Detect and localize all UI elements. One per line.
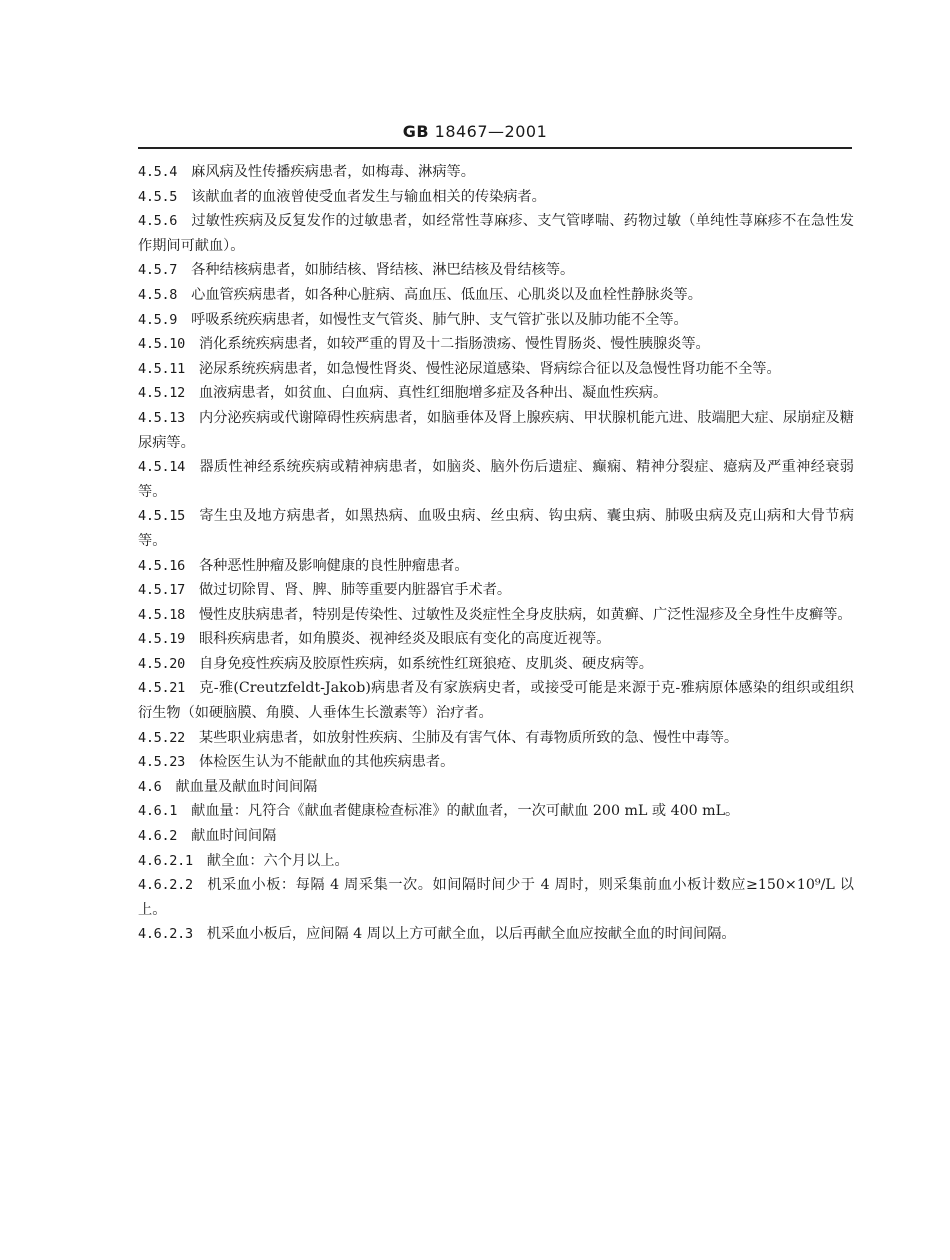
clause-text: 机采血小板：每隔 4 周采集一次。如间隔时间少于 4 周时，则采集前血小板计数应≥150×10⁹/L 以上。 — [138, 877, 854, 918]
clause-number: 4.5.11 — [138, 360, 185, 377]
clause-item — [138, 209, 854, 258]
subsection-title: 献血时间间隔 — [191, 828, 277, 845]
clause-item — [138, 283, 854, 308]
clause-item — [138, 381, 854, 406]
clause-text: 内分泌疾病或代谢障碍性疾病患者，如脑垂体及肾上腺疾病、甲状腺机能亢进、肢端肥大症、尿崩症及糖尿病等。 — [138, 409, 854, 451]
clause-text: 过敏性疾病及反复发作的过敏患者，如经常性荨麻疹、支气管哮喘、药物过敏（单纯性荨麻疹不在急性发作期间可献血）。 — [138, 213, 854, 254]
clause-text: 该献血者的血液曾使受血者发生与输血相关的传染病者。 — [191, 188, 546, 205]
clause-text: 克-雅(Creutzfeldt-Jakob)病患者及有家族病史者，或接受可能是来源于克-雅病原体感染的组织或组织衍生物（如硬脑膜、角膜、人垂体生长激素等）治疗者。 — [138, 680, 854, 722]
section-heading — [138, 775, 854, 800]
clause-number: 4.5.14 — [138, 459, 185, 476]
clause-text: 寄生虫及地方病患者，如黑热病、血吸虫病、丝虫病、钩虫病、囊虫病、肺吸虫病及克山病和大骨节病等。 — [138, 508, 854, 549]
clause-item — [138, 603, 854, 628]
clause-number: 4.5.17 — [138, 582, 185, 599]
standard-header — [0, 122, 950, 141]
clause-item — [138, 504, 854, 553]
standard-number: 18467—2001 — [434, 122, 548, 141]
subsection-heading — [138, 824, 854, 849]
clause-number: 4.5.23 — [138, 754, 185, 771]
header-rule — [138, 147, 852, 149]
clause-text: 麻风病及性传播疾病患者，如梅毒、淋病等。 — [191, 164, 475, 180]
clause-item — [138, 922, 854, 947]
clause-item — [138, 726, 854, 751]
clause-item — [138, 185, 854, 210]
clause-item — [138, 554, 854, 579]
clause-text: 献血量：凡符合《献血者健康检查标准》的献血者，一次可献血 200 mL 或 400 mL。 — [191, 803, 740, 820]
clause-text: 各种结核病患者，如肺结核、肾结核、淋巴结核及骨结核等。 — [191, 262, 575, 279]
clause-number: 4.5.15 — [138, 508, 185, 525]
clause-number: 4.5.12 — [138, 385, 185, 402]
clause-text: 泌尿系统疾病患者，如急慢性肾炎、慢性泌尿道感染、肾病综合征以及急慢性肾功能不全等。 — [198, 360, 781, 377]
clause-number: 4.5.21 — [138, 680, 185, 697]
clause-item — [138, 627, 854, 652]
clause-text: 体检医生认为不能献血的其他疾病患者。 — [198, 754, 455, 771]
document-body — [138, 160, 854, 947]
clause-item — [138, 873, 854, 922]
clause-number: 4.5.20 — [138, 655, 185, 672]
clause-number: 4.5.9 — [138, 311, 178, 328]
clause-number: 4.6.2.2 — [138, 877, 193, 894]
clause-number: 4.6.1 — [138, 803, 178, 820]
clause-item — [138, 578, 854, 603]
subsection-number: 4.6.2 — [138, 828, 178, 845]
section-title: 献血量及献血时间间隔 — [175, 778, 318, 795]
clause-text: 血液病患者，如贫血、白血病、真性红细胞增多症及各种出、凝血性疾病。 — [198, 385, 668, 402]
clause-number: 4.5.16 — [138, 557, 185, 574]
clause-number: 4.6.2.1 — [138, 852, 193, 869]
clause-text: 某些职业病患者，如放射性疾病、尘肺及有害气体、有毒物质所致的急、慢性中毒等。 — [198, 729, 739, 746]
clause-text: 做过切除胃、肾、脾、肺等重要内脏器官手术者。 — [198, 582, 512, 599]
clause-number: 4.5.18 — [138, 606, 185, 623]
clause-number: 4.5.13 — [138, 409, 185, 426]
standard-prefix: GB — [402, 122, 430, 141]
clause-text: 自身免疫性疾病及胶原性疾病，如系统性红斑狼疮、皮肌炎、硬皮病等。 — [198, 655, 653, 672]
clause-item — [138, 308, 854, 333]
clause-text: 机采血小板后，应间隔 4 周以上方可献全血，以后再献全血应按献全血的时间间隔。 — [206, 926, 736, 943]
clause-text: 器质性神经系统疾病或精神病患者，如脑炎、脑外伤后遗症、癫痫、精神分裂症、癔病及严重神经衰弱等。 — [138, 459, 854, 500]
clause-item — [138, 406, 854, 455]
clause-number: 4.5.10 — [138, 336, 185, 353]
clause-text: 呼吸系统疾病患者，如慢性支气管炎、肺气肿、支气管扩张以及肺功能不全等。 — [191, 311, 688, 328]
clause-item — [138, 332, 854, 357]
clause-item — [138, 652, 854, 677]
clause-number: 4.5.5 — [138, 188, 178, 205]
clause-text: 献全血：六个月以上。 — [206, 852, 349, 869]
clause-text: 眼科疾病患者，如角膜炎、视神经炎及眼底有变化的高度近视等。 — [198, 631, 611, 648]
clause-item — [138, 799, 854, 824]
clause-item — [138, 258, 854, 283]
clause-item — [138, 750, 854, 775]
clause-item — [138, 357, 854, 382]
clause-number: 4.5.22 — [138, 729, 185, 746]
clause-item — [138, 676, 854, 725]
clause-text: 消化系统疾病患者，如较严重的胃及十二指肠溃疡、慢性胃肠炎、慢性胰腺炎等。 — [198, 336, 710, 353]
clause-text: 心血管疾病患者，如各种心脏病、高血压、低血压、心肌炎以及血栓性静脉炎等。 — [191, 286, 702, 303]
clause-text: 各种恶性肿瘤及影响健康的良性肿瘤患者。 — [198, 557, 469, 574]
clause-number: 4.5.4 — [138, 164, 178, 180]
clause-item — [138, 455, 854, 504]
clause-number: 4.6.2.3 — [138, 926, 193, 943]
clause-number: 4.5.8 — [138, 286, 178, 303]
clause-number: 4.5.6 — [138, 213, 178, 230]
section-number: 4.6 — [138, 778, 162, 795]
clause-item — [138, 849, 854, 874]
clause-text: 慢性皮肤病患者，特别是传染性、过敏性及炎症性全身皮肤病，如黄癣、广泛性湿疹及全身性牛皮癣等。 — [198, 606, 852, 623]
clause-item — [138, 160, 854, 185]
clause-number: 4.5.19 — [138, 631, 185, 648]
clause-number: 4.5.7 — [138, 262, 178, 279]
